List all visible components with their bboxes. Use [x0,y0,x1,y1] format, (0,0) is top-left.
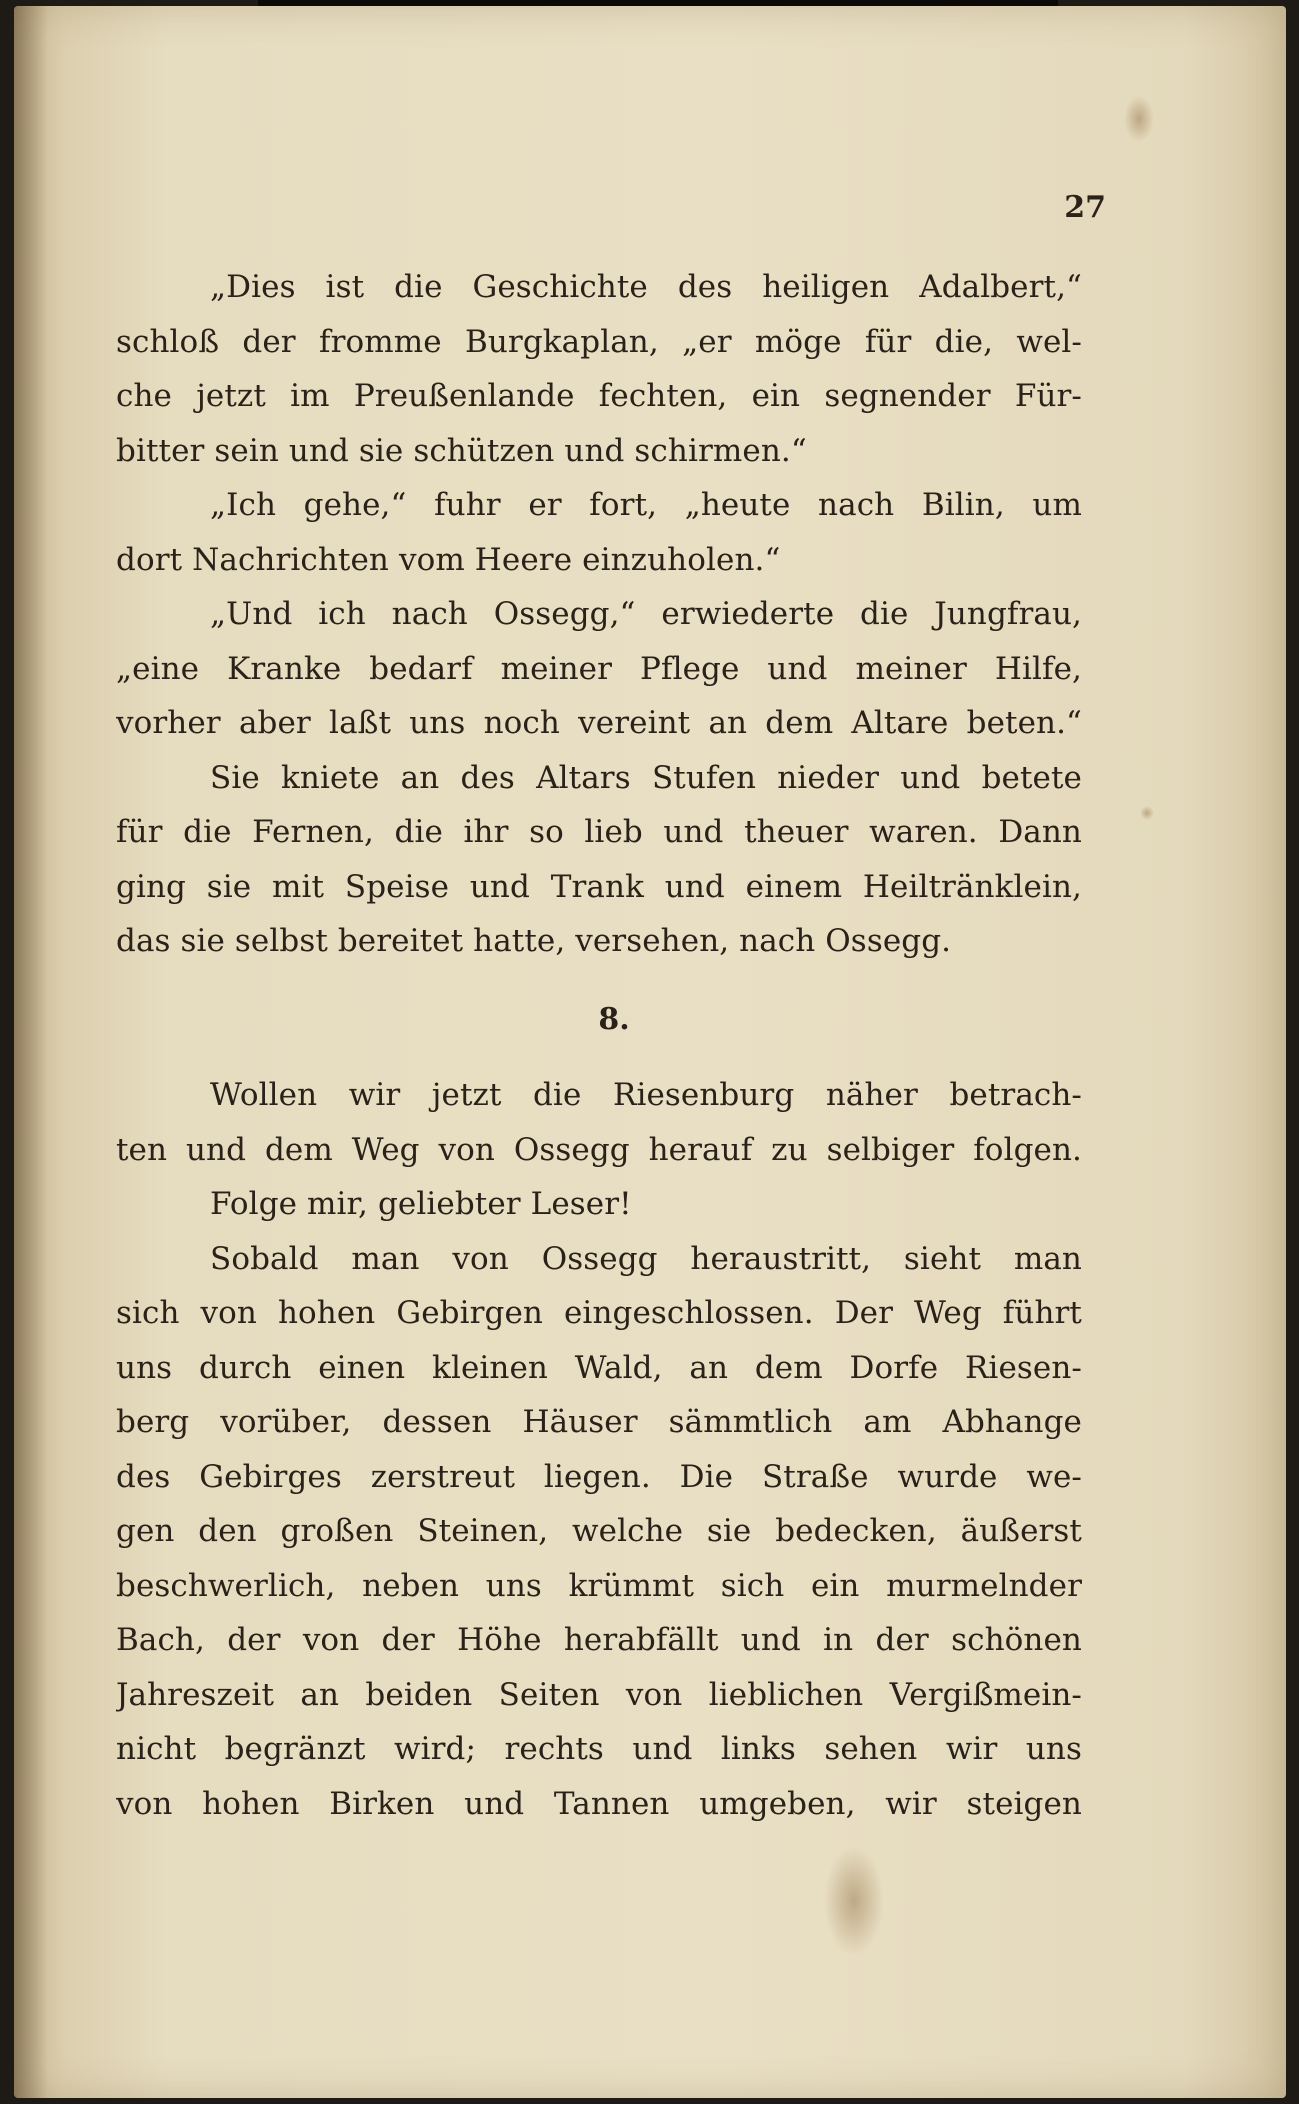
text-line: für die Fernen, die ihr so lieb und theuer waren. Dann [116,814,1082,850]
foxing-stain [1124,96,1154,142]
text-line: Folge mir, geliebter Leser! [210,1186,632,1222]
text-line: von hohen Birken und Tannen umgeben, wir steigen [116,1785,1082,1822]
text-line: schloß der fromme Burgkaplan, „er möge für die, wel- [116,323,1082,360]
chapter-number: 8. [598,1002,630,1037]
text-line: Sie kniete an des Altars Stufen nieder und betete [210,759,1082,796]
page-gutter-shadow [14,6,48,2098]
text-line: beschwerlich, neben uns krümmt sich ein murmelnder [116,1567,1082,1604]
text-line: „Und ich nach Ossegg,“ erwiederte die Jungfrau, [210,596,1082,632]
text-line: bitter sein und sie schützen und schirmen.“ [116,432,807,469]
text-line: nicht begränzt wird; rechts und links sehen wir uns [116,1731,1082,1767]
text-line: „Ich gehe,“ fuhr er fort, „heute nach Bilin, um [210,487,1082,523]
text-line: „Dies ist die Geschichte des heiligen Adalbert,“ [210,269,1082,305]
foxing-stain [824,1846,884,1956]
text-line: ging sie mit Speise und Trank und einem Heiltränklein, [116,868,1082,905]
text-line: Wollen wir jetzt die Riesenburg näher betrach- [210,1077,1082,1113]
text-line: sich von hohen Gebirgen eingeschlossen. Der Weg führt [116,1295,1082,1331]
book-page [14,6,1286,2098]
text-line: Bach, der von der Höhe herabfällt und in der schönen [116,1622,1082,1658]
text-line: berg vorüber, dessen Häuser sämmtlich am Abhange [116,1404,1082,1440]
section-2-text [116,1068,1082,1831]
section-1-text [116,260,1082,969]
foxing-stain [1140,806,1154,820]
text-line: gen den großen Steinen, welche sie bedecken, äußerst [116,1513,1082,1549]
text-line: vorher aber laßt uns noch vereint an dem Altare beten.“ [116,705,1082,741]
page-number: 27 [1064,190,1106,225]
text-line: Jahreszeit an beiden Seiten von lieblichen Vergißmein- [116,1676,1082,1713]
text-line: Sobald man von Ossegg heraustritt, sieht man [210,1240,1082,1277]
text-line: uns durch einen kleinen Wald, an dem Dorfe Riesen- [116,1349,1082,1386]
text-line: „eine Kranke bedarf meiner Pflege und meiner Hilfe, [116,650,1082,687]
text-line: ten und dem Weg von Ossegg herauf zu selbiger folgen. [116,1131,1082,1168]
text-line: che jetzt im Preußenlande fechten, ein segnender Für- [116,378,1082,414]
text-line: des Gebirges zerstreut liegen. Die Straße wurde we- [116,1458,1082,1495]
text-line: dort Nachrichten vom Heere einzuholen.“ [116,541,781,578]
text-line: das sie selbst bereitet hatte, versehen, nach Ossegg. [116,923,952,959]
